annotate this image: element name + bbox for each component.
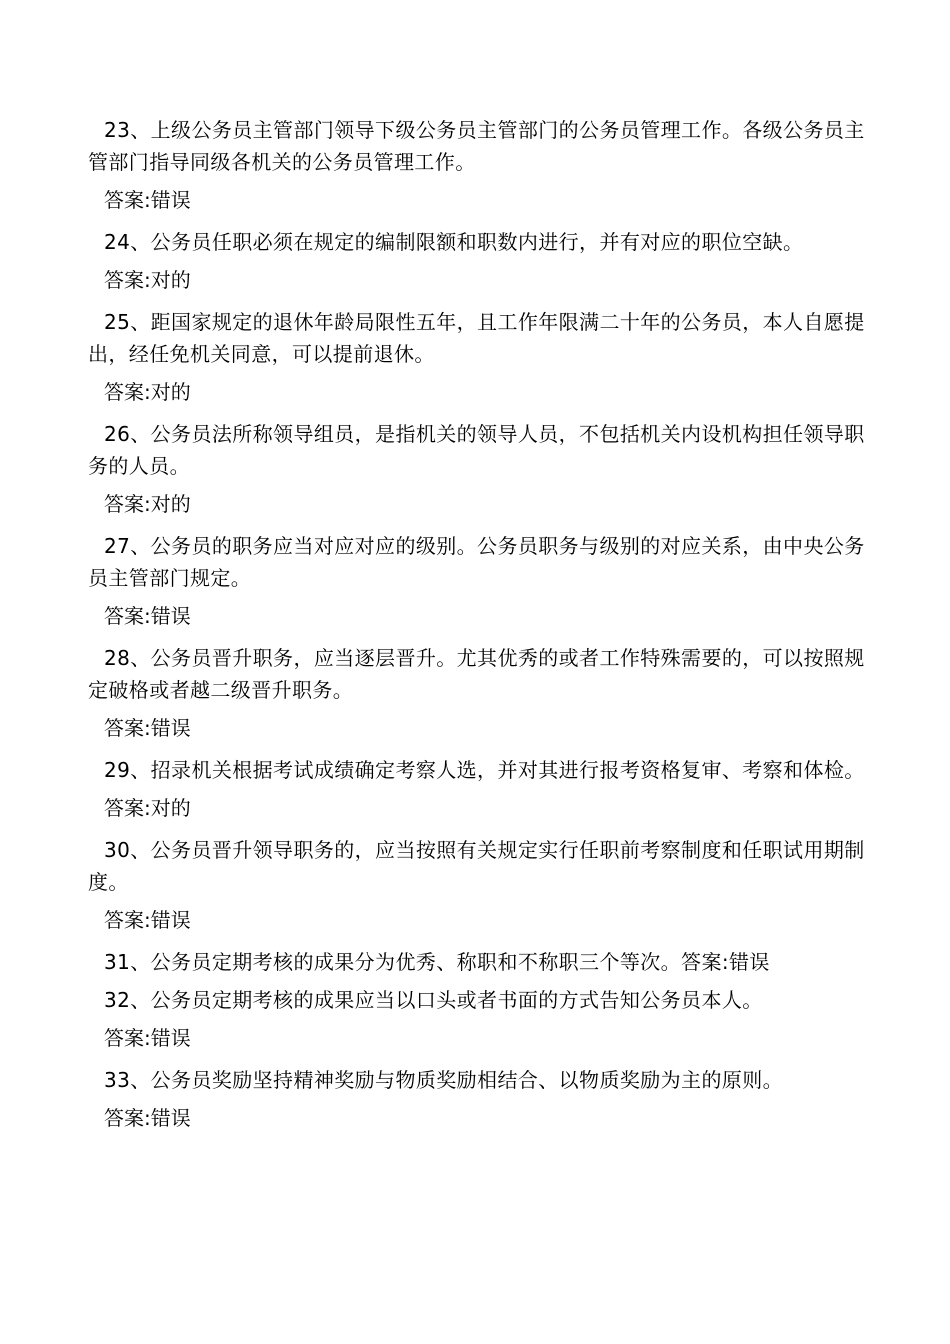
answer-text: 答案:错误	[104, 1026, 191, 1050]
question-item-25	[88, 306, 868, 408]
question-text: 29、招录机关根据考试成绩确定考察人选，并对其进行报考资格复审、考察和体检。	[104, 758, 865, 782]
answer-text: 答案:错误	[104, 1106, 191, 1130]
question-item-32	[88, 984, 868, 1054]
question-item-23	[88, 114, 868, 216]
question-text: 26、公务员法所称领导组员，是指机关的领导人员，不包括机关内设机构担任领导职务的人员。	[88, 422, 865, 478]
question-text: 25、距国家规定的退休年龄局限性五年，且工作年限满二十年的公务员，本人自愿提出，经任免机关同意，可以提前退休。	[88, 310, 865, 366]
answer-text: 答案:对的	[104, 268, 191, 292]
question-list	[88, 114, 868, 1144]
answer-text: 答案:对的	[104, 380, 191, 404]
question-item-26	[88, 418, 868, 520]
answer-text: 答案:错误	[104, 716, 191, 740]
answer-text: 答案:错误	[104, 604, 191, 628]
question-text: 28、公务员晋升职务，应当逐层晋升。尤其优秀的或者工作特殊需要的，可以按照规定破格或者越二级晋升职务。	[88, 646, 865, 702]
question-text: 31、公务员定期考核的成果分为优秀、称职和不称职三个等次。答案:错误	[104, 950, 770, 974]
answer-text: 答案:错误	[104, 188, 191, 212]
question-item-28	[88, 642, 868, 744]
question-text: 33、公务员奖励坚持精神奖励与物质奖励相结合、以物质奖励为主的原则。	[104, 1068, 784, 1092]
answer-text: 答案:对的	[104, 796, 191, 820]
question-item-33	[88, 1064, 868, 1134]
question-text: 27、公务员的职务应当对应对应的级别。公务员职务与级别的对应关系，由中央公务员主管部门规定。	[88, 534, 865, 590]
question-item-31	[88, 946, 868, 978]
question-item-29	[88, 754, 868, 824]
question-item-27	[88, 530, 868, 632]
answer-text: 答案:对的	[104, 492, 191, 516]
answer-text: 答案:错误	[104, 908, 191, 932]
question-text: 24、公务员任职必须在规定的编制限额和职数内进行，并有对应的职位空缺。	[104, 230, 804, 254]
question-item-24	[88, 226, 868, 296]
question-text: 30、公务员晋升领导职务的，应当按照有关规定实行任职前考察制度和任职试用期制度。	[88, 838, 865, 894]
question-text: 32、公务员定期考核的成果应当以口头或者书面的方式告知公务员本人。	[104, 988, 763, 1012]
question-item-30	[88, 834, 868, 936]
question-text: 23、上级公务员主管部门领导下级公务员主管部门的公务员管理工作。各级公务员主管部门指导同级各机关的公务员管理工作。	[88, 118, 865, 174]
